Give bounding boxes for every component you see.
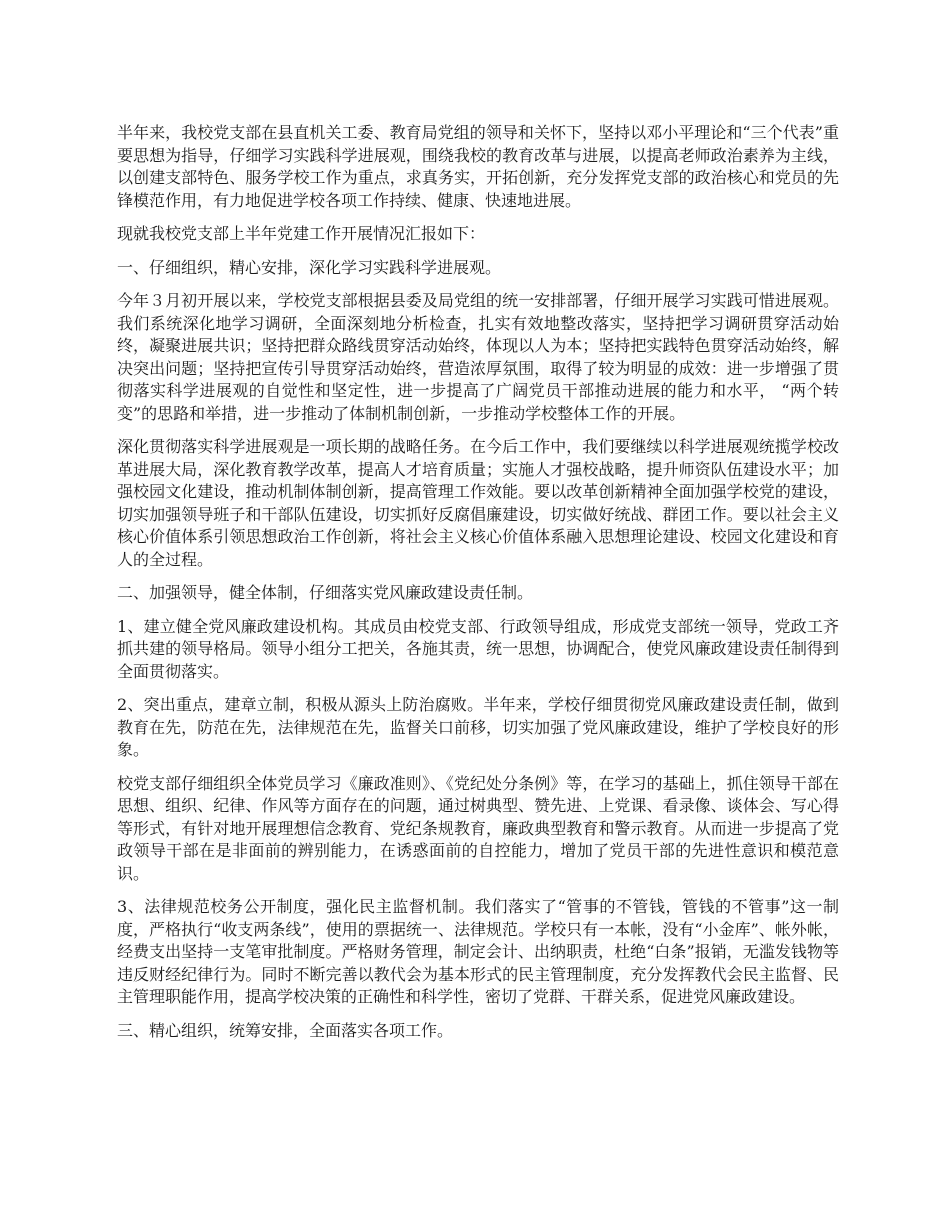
section-heading-3: 三、精心组织，统筹安排，全面落实各项工作。 bbox=[117, 1020, 454, 1040]
paragraph-study-practice: 今年３月初开展以来，学校党支部根据县委及局党组的统一安排部署，仔细开展学习实践可惜进展观。我们系统深化地学习调研，全面深刻地分析检查，扎实有效地整改落实，坚持把学习调研贯穿活动始终，凝聚进展共识；坚持把群众路线贯穿活动始终，体现以人为本；坚持把实践特色贯穿活动始终，解决突出问题；坚持把宣传引导贯穿活动始终，营造浓厚氛围，取得了较为明显的成效：进一步增强了贯彻落实科学进展观的自觉性和坚定性，进一步提高了广阔党员干部推动进展的能力和水平， “两个转变”的思路和举措，进一步推动了体制机制创新，一步推动学校整体工作的开展。 bbox=[117, 291, 839, 423]
section-heading-1: 一、仔细组织，精心安排，深化学习实践科学进展观。 bbox=[117, 257, 502, 277]
paragraph-item-1: 1、建立健全党风廉政建设机构。其成员由校党支部、行政领导组成，形成党支部统一领导，党政工齐抓共建的领导格局。领导小组分工把关，各施其责，统一思想，协调配合，使党风廉政建设责任制得到全面贯彻落实。 bbox=[117, 616, 839, 681]
paragraph-long-term-task: 深化贯彻落实科学进展观是一项长期的战略任务。在今后工作中，我们要继续以科学进展观统揽学校改革进展大局，深化教育教学改革，提高人才培育质量；实施人才强校战略，提升师资队伍建设水平；加强校园文化建设，推动机制体制创新，提高管理工作效能。要以改革创新精神全面加强学校党的建设，切实加强领导班子和干部队伍建设，切实抓好反腐倡廉建设，切实做好统战、群团工作。要以社会主义核心价值体系引领思想政治工作创新，将社会主义核心价值体系融入思想理论建设、校园文化建设和育人的全过程。 bbox=[117, 437, 839, 569]
document-body bbox=[117, 122, 839, 1053]
paragraph-item-2: 2、突出重点，建章立制，积极从源头上防治腐败。半年来，学校仔细贯彻党风廉政建设责任制，做到教育在先，防范在先，法律规范在先，监督关口前移，切实加强了党风廉政建设，维护了学校良好的形象。 bbox=[117, 695, 839, 759]
paragraph-intro: 半年来，我校党支部在县直机关工委、教育局党组的领导和关怀下，坚持以邓小平理论和“三个代表”重要思想为指导，仔细学习实践科学进展观，围绕我校的教育改革与进展，以提高老师政治素养为主线，以创建支部特色、服务学校工作为重点，求真务实，开拓创新，充分发挥党支部的政治核心和党员的先锋模范作用，有力地促进学校各项工作持续、健康、快速地进展。 bbox=[117, 123, 839, 210]
paragraph-party-study: 校党支部仔细组织全体党员学习《廉政准则》、《党纪处分条例》等，在学习的基础上，抓住领导干部在思想、组织、纪律、作风等方面存在的问题，通过树典型、赞先进、上党课、看录像、谈体会、写心得等形式，有针对地开展理想信念教育、党纪条规教育，廉政典型教育和警示教育。从而进一步提高了党政领导干部在是非面前的辨别能力，在诱惑面前的自控能力，增加了党员干部的先进性意识和模范意识。 bbox=[117, 773, 839, 883]
section-heading-2: 二、加强领导，健全体制，仔细落实党风廉政建设责任制。 bbox=[117, 583, 534, 602]
paragraph-report-lead: 现就我校党支部上半年党建工作开展情况汇报如下： bbox=[117, 224, 486, 243]
paragraph-item-3: 3、法律规范校务公开制度，强化民主监督机制。我们落实了“管事的不管钱，管钱的不管事”这一制度，严格执行“收支两条线”，使用的票据统一、法律规范。学校只有一本帐，没有“小金库”、帐外帐，经费支出坚持一支笔审批制度。严格财务管理，制定会计、出纳职责，杜绝“白条”报销，无滥发钱物等违反财经纪律行为。同时不断完善以教代会为基本形式的民主管理制度，充分发挥教代会民主监督、民主管理职能作用，提高学校决策的正确性和科学性，密切了党群、干群关系，促进党风廉政建设。 bbox=[117, 897, 839, 1006]
